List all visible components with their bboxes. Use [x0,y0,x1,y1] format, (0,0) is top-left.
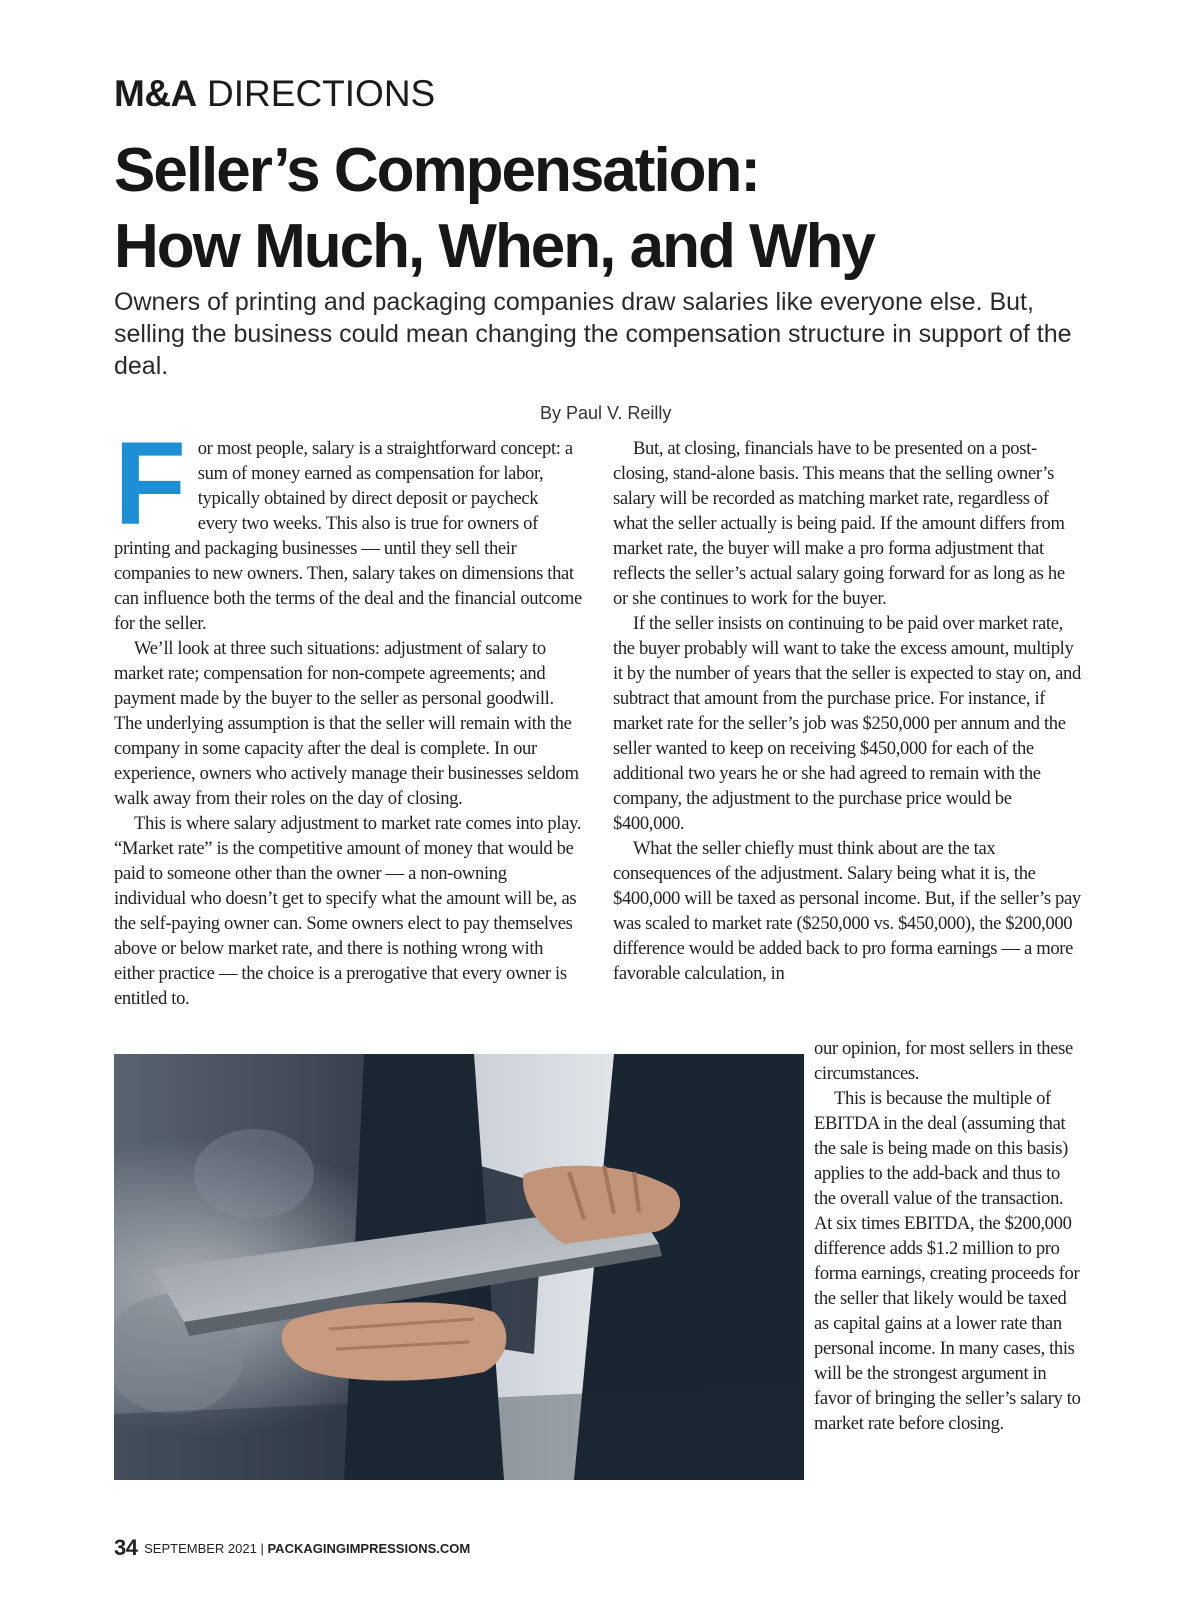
article-headline [114,133,1114,285]
issue-date: SEPTEMBER 2021 [144,1541,257,1556]
section-label-bold: M&A [114,73,197,114]
article-photo [114,1054,804,1480]
headline-line-1: Seller’s Compensation: [114,136,760,205]
body-paragraph: This is where salary adjustment to market rate comes into play. “Market rate” is the competitive amount of money that would be paid to someone other than the owner — a non-owning individual who doesn’t get to specify what the amount will be, as the self-paying owner can. Some owners elect to pay themselves above or below market rate, and there is nothing wrong with either practice — the choice is a prerogative that every owner is entitled to. [114,813,582,1009]
body-column-narrow [814,1036,1082,1436]
headline-line-2: How Much, When, and Why [114,212,874,281]
body-column-right [613,436,1083,986]
footer-separator: | [260,1541,264,1556]
byline: By Paul V. Reilly [540,403,672,423]
page-footer [114,1536,470,1561]
body-paragraph: What the seller chiefly must think about are the tax consequences of the adjustment. Salary being what it is, the $400,000 will be taxed as personal income. But, if the seller’s pay was scaled to market rate ($250,000 vs. $450,000), the $200,000 difference would be added back to pro forma earnings — a more favorable calculation, in [613,838,1081,984]
website-link[interactable]: PACKAGINGIMPRESSIONS.COM [267,1541,471,1556]
page-number: 34 [114,1535,138,1560]
section-label-light: DIRECTIONS [207,73,436,114]
body-paragraph: or most people, salary is a straightforward concept: a sum of money earned as compensation for labor, typically obtained by direct deposit or paycheck every two weeks. This also is true for owners of printing and packaging businesses — until they sell their companies to new owners. Then, salary takes on dimensions that can influence both the terms of the deal and the financial outcome for the seller. [114,438,582,634]
body-paragraph: But, at closing, financials have to be presented on a post-closing, stand-alone basis. This means that the selling owner’s salary will be recorded as matching market rate, regardless of what the seller actually is being paid. If the amount differs from market rate, the buyer will make a pro forma adjustment that reflects the seller’s actual salary going forward for as long as he or she continues to work for the buyer. [613,438,1065,609]
body-paragraph: If the seller insists on continuing to be paid over market rate, the buyer probably will want to take the excess amount, multiply it by the number of years that the seller is expected to stay on, and subtract that amount from the purchase price. For instance, if market rate for the seller’s job was $250,000 per annum and the seller wanted to keep on receiving $450,000 for each of the additional two years he or she had agreed to remain with the company, the adjustment to the purchase price would be $400,000. [613,613,1081,834]
body-paragraph: our opinion, for most sellers in these circumstances. [814,1038,1073,1084]
drop-cap: F [114,418,186,550]
article-deck: Owners of printing and packaging companies draw salaries like everyone else. But, selling the business could mean changing the compensation structure in support of the deal. [114,288,1072,380]
section-label [114,72,435,116]
body-paragraph: We’ll look at three such situations: adjustment of salary to market rate; compensation for non-compete agreements; and payment made by the buyer to the seller as personal goodwill. The underlying assumption is that the seller will remain with the company in some capacity after the deal is complete. In our experience, owners who actively manage their businesses seldom walk away from their roles on the day of closing. [114,638,579,809]
body-column-left [114,418,582,1011]
body-paragraph: This is because the multiple of EBITDA in the deal (assuming that the sale is being made on this basis) applies to the add-back and thus to the overall value of the transaction. At six times EBITDA, the $200,000 difference adds $1.2 million to pro forma earnings, creating proceeds for the seller that likely would be taxed as capital gains at a lower rate than personal income. In many cases, this will be the strongest argument in favor of bringing the seller’s salary to market rate before closing. [814,1088,1081,1434]
